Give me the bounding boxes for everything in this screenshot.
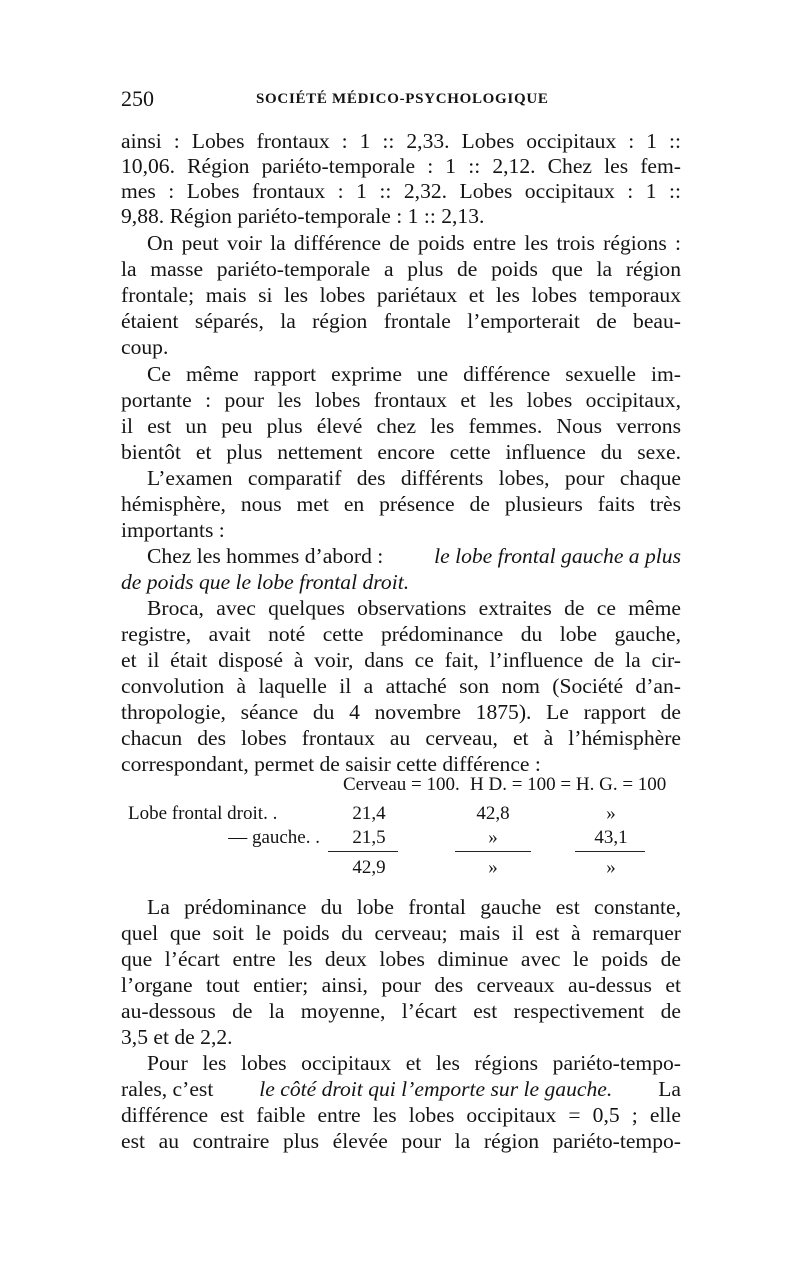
text-line: L’examen comparatif des différents lobes, pour chaque — [147, 466, 681, 490]
text-line: Broca, avec quelques observations extraites de ce même — [147, 596, 681, 620]
table-cell: 21,5 — [352, 827, 386, 848]
page-number: 250 — [121, 86, 154, 111]
text-line: l’organe tout entier; ainsi, pour des cerveaux au-dessus et — [121, 973, 681, 997]
text-line: différence est faible entre les lobes occipitaux = 0,5 ; elle — [121, 1103, 681, 1127]
text-line: bientôt et plus nettement encore cette influence du sexe. — [121, 440, 681, 464]
text-line: 10,06. Région pariéto-temporale : 1 :: 2,12. Chez les fem- — [121, 154, 681, 178]
table-row-label: Lobe frontal droit. . — [128, 803, 278, 824]
text-line: thropologie, séance du 4 novembre 1875). Le rapport de — [121, 700, 681, 724]
text-line: quel que soit le poids du cerveau; mais il est à remarquer — [121, 921, 681, 945]
table-total-cell: » — [606, 857, 616, 878]
table-rule — [575, 851, 645, 852]
table-row-label: — gauche. . — [228, 827, 320, 848]
text-line: importants : — [121, 518, 225, 542]
text-line: que l’écart entre les deux lobes diminue avec le poids de — [121, 947, 681, 971]
italic-span: de poids que le lobe frontal droit. — [121, 570, 410, 594]
text-line: 9,88. Région pariéto-temporale : 1 :: 2,13. — [121, 204, 485, 228]
text-line: mes : Lobes frontaux : 1 :: 2,32. Lobes occipitaux : 1 :: — [121, 179, 681, 203]
text-line: 3,5 et de 2,2. — [121, 1025, 233, 1049]
table-total-cell: 42,9 — [352, 857, 386, 878]
text-line: chacun des lobes frontaux au cerveau, et à l’hémisphère — [121, 726, 681, 750]
text-line: frontale; mais si les lobes pariétaux et les lobes temporaux — [121, 283, 681, 307]
text-line: ainsi : Lobes frontaux : 1 :: 2,33. Lobes occipitaux : 1 :: — [121, 129, 681, 153]
text-line: convolution à laquelle il a attaché son nom (Société d’an- — [121, 674, 681, 698]
text-line: et il était disposé à voir, dans ce fait, l’influence de la cir- — [121, 648, 681, 672]
text-line: au-dessous de la moyenne, l’écart est respectivement de — [121, 999, 681, 1023]
italic-span: le côté droit qui l’emporte sur le gauche. — [259, 1077, 613, 1101]
text-line: la masse pariéto-temporale a plus de poids que la région — [121, 257, 681, 281]
text-span: La — [658, 1077, 681, 1101]
text-line: hémisphère, nous met en présence de plusieurs faits très — [121, 492, 681, 516]
table-rule — [328, 851, 398, 852]
text-line: est au contraire plus élevée pour la région pariéto-tempo- — [121, 1129, 681, 1153]
text-line: La prédominance du lobe frontal gauche est constante, — [147, 895, 681, 919]
text-line: registre, avait noté cette prédominance du lobe gauche, — [121, 622, 681, 646]
text-line: étaient séparés, la région frontale l’emporterait de beau- — [121, 309, 681, 333]
text-line: Ce même rapport exprime une différence sexuelle im- — [147, 362, 681, 386]
running-head: SOCIÉTÉ MÉDICO-PSYCHOLOGIQUE — [256, 91, 549, 107]
text-span: Chez les hommes d’abord : — [147, 544, 384, 568]
table-cell: 42,8 — [476, 803, 510, 824]
text-span: rales, c’est — [121, 1077, 214, 1101]
text-line: il est un peu plus élevé chez les femmes. Nous verrons — [121, 414, 681, 438]
table-cell: 43,1 — [594, 827, 628, 848]
text-line: On peut voir la différence de poids entre les trois régions : — [147, 231, 681, 255]
text-line: coup. — [121, 335, 169, 359]
table-header-cerveau: Cerveau = 100. — [343, 774, 460, 795]
text-line: Pour les lobes occipitaux et les régions pariéto-tempo- — [147, 1051, 681, 1075]
table-rule — [455, 851, 531, 852]
text-line: correspondant, permet de saisir cette différence : — [121, 752, 541, 776]
table-header-hemispheres: H D. = 100 = H. G. = 100 — [470, 774, 667, 795]
table-cell: » — [488, 827, 498, 848]
table-total-cell: » — [488, 857, 498, 878]
table-cell: 21,4 — [352, 803, 386, 824]
page-header — [121, 86, 681, 116]
italic-span: le lobe frontal gauche a plus — [434, 544, 681, 568]
table-cell: » — [606, 803, 616, 824]
text-line: portante : pour les lobes frontaux et les lobes occipitaux, — [121, 388, 681, 412]
